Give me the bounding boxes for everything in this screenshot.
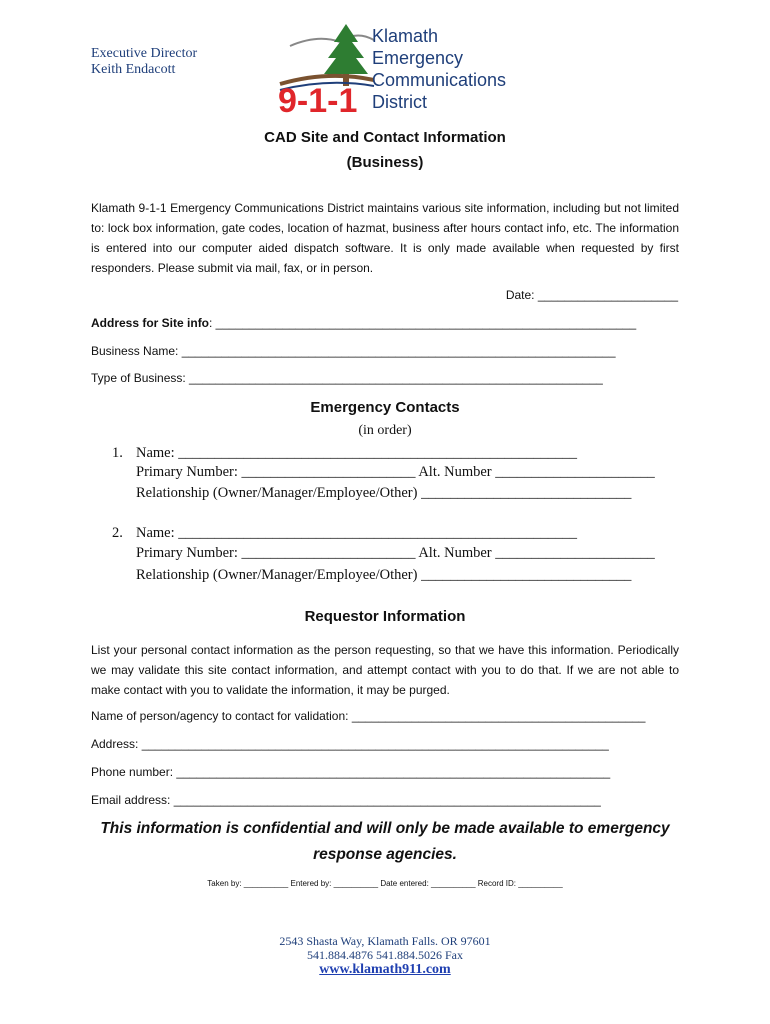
business-type-field[interactable]: Type of Business: ______________________________________________________________ <box>91 371 603 385</box>
contact-2-name-field[interactable]: Name: _______________________________________________________ <box>136 525 578 541</box>
logo-graphic <box>278 20 508 116</box>
phone-number-field[interactable]: Phone number: _________________________________________________________________ <box>91 765 611 779</box>
footer-address: 2543 Shasta Way, Klamath Falls. OR 97601 <box>279 934 491 948</box>
site-address-label: Address for Site info <box>91 316 210 330</box>
site-address-field[interactable] <box>91 316 636 330</box>
contact-1-number: 1. <box>112 445 123 461</box>
page-subtitle: (Business) <box>346 154 424 171</box>
page-title: CAD Site and Contact Information <box>264 129 506 146</box>
confidential-notice-line2: response agencies. <box>313 846 457 863</box>
emergency-contacts-heading: Emergency Contacts <box>310 399 460 416</box>
district-logo <box>278 20 508 116</box>
date-field[interactable]: Date: _____________________ <box>505 288 678 302</box>
svg-text:Communications: Communications <box>372 70 507 90</box>
svg-text:9-1-1: 9-1-1 <box>278 82 358 116</box>
site-address-line[interactable]: : _______________________________________________________________ <box>209 316 637 330</box>
exec-name: Keith Endacott <box>91 62 176 77</box>
svg-text:Emergency: Emergency <box>372 48 464 68</box>
office-use-line: Taken by: __________ Entered by: __________ Date entered: __________ Record ID: __________ <box>207 879 563 888</box>
contact-2-number: 2. <box>112 525 123 541</box>
svg-text:District: District <box>372 92 427 112</box>
contact-1-name-field[interactable]: Name: _______________________________________________________ <box>136 445 578 461</box>
validation-contact-field[interactable]: Name of person/agency to contact for validation: ____________________________________________ <box>91 709 646 723</box>
executive-director-block <box>91 46 197 78</box>
requestor-heading: Requestor Information <box>304 608 466 625</box>
business-name-field[interactable]: Business Name: _________________________________________________________________ <box>91 344 616 358</box>
contact-2-relationship-field[interactable]: Relationship (Owner/Manager/Employee/Other) _____________________________ <box>136 567 632 583</box>
footer-phones: 541.884.4876 541.884.5026 Fax <box>307 948 463 962</box>
website-link[interactable]: www.klamath911.com <box>319 962 451 977</box>
requestor-address-field[interactable]: Address: ______________________________________________________________________ <box>91 737 609 751</box>
contact-2-phone-fields[interactable]: Primary Number: ________________________ Alt. Number ______________________ <box>136 545 655 561</box>
svg-text:Klamath: Klamath <box>372 26 439 46</box>
contact-1-relationship-field[interactable]: Relationship (Owner/Manager/Employee/Other) _____________________________ <box>136 485 632 501</box>
contact-1-phone-fields[interactable]: Primary Number: ________________________ Alt. Number ______________________ <box>136 464 655 480</box>
exec-title: Executive Director <box>91 46 198 61</box>
intro-paragraph: Klamath 9-1-1 Emergency Communications District maintains various site information, including but not limited to: lock box information, gate codes, location of hazmat, business after hours contact info, etc. The information is entered into our computer aided dispatch software. It is only made available when requested by first responders. Please submit via mail, fax, or in person. <box>91 201 679 275</box>
emergency-contacts-subtitle: (in order) <box>358 423 412 438</box>
confidential-notice-line1: This information is confidential and will only be made available to emergency <box>100 820 670 837</box>
requestor-paragraph: List your personal contact information as the person requesting, so that we have this information. Periodically we may validate this site contact information, and attempt contact with you to do that. If we are not able to make contact with you to validate the information, it may be purged. <box>91 643 679 697</box>
email-address-field[interactable]: Email address: ________________________________________________________________ <box>91 793 601 807</box>
